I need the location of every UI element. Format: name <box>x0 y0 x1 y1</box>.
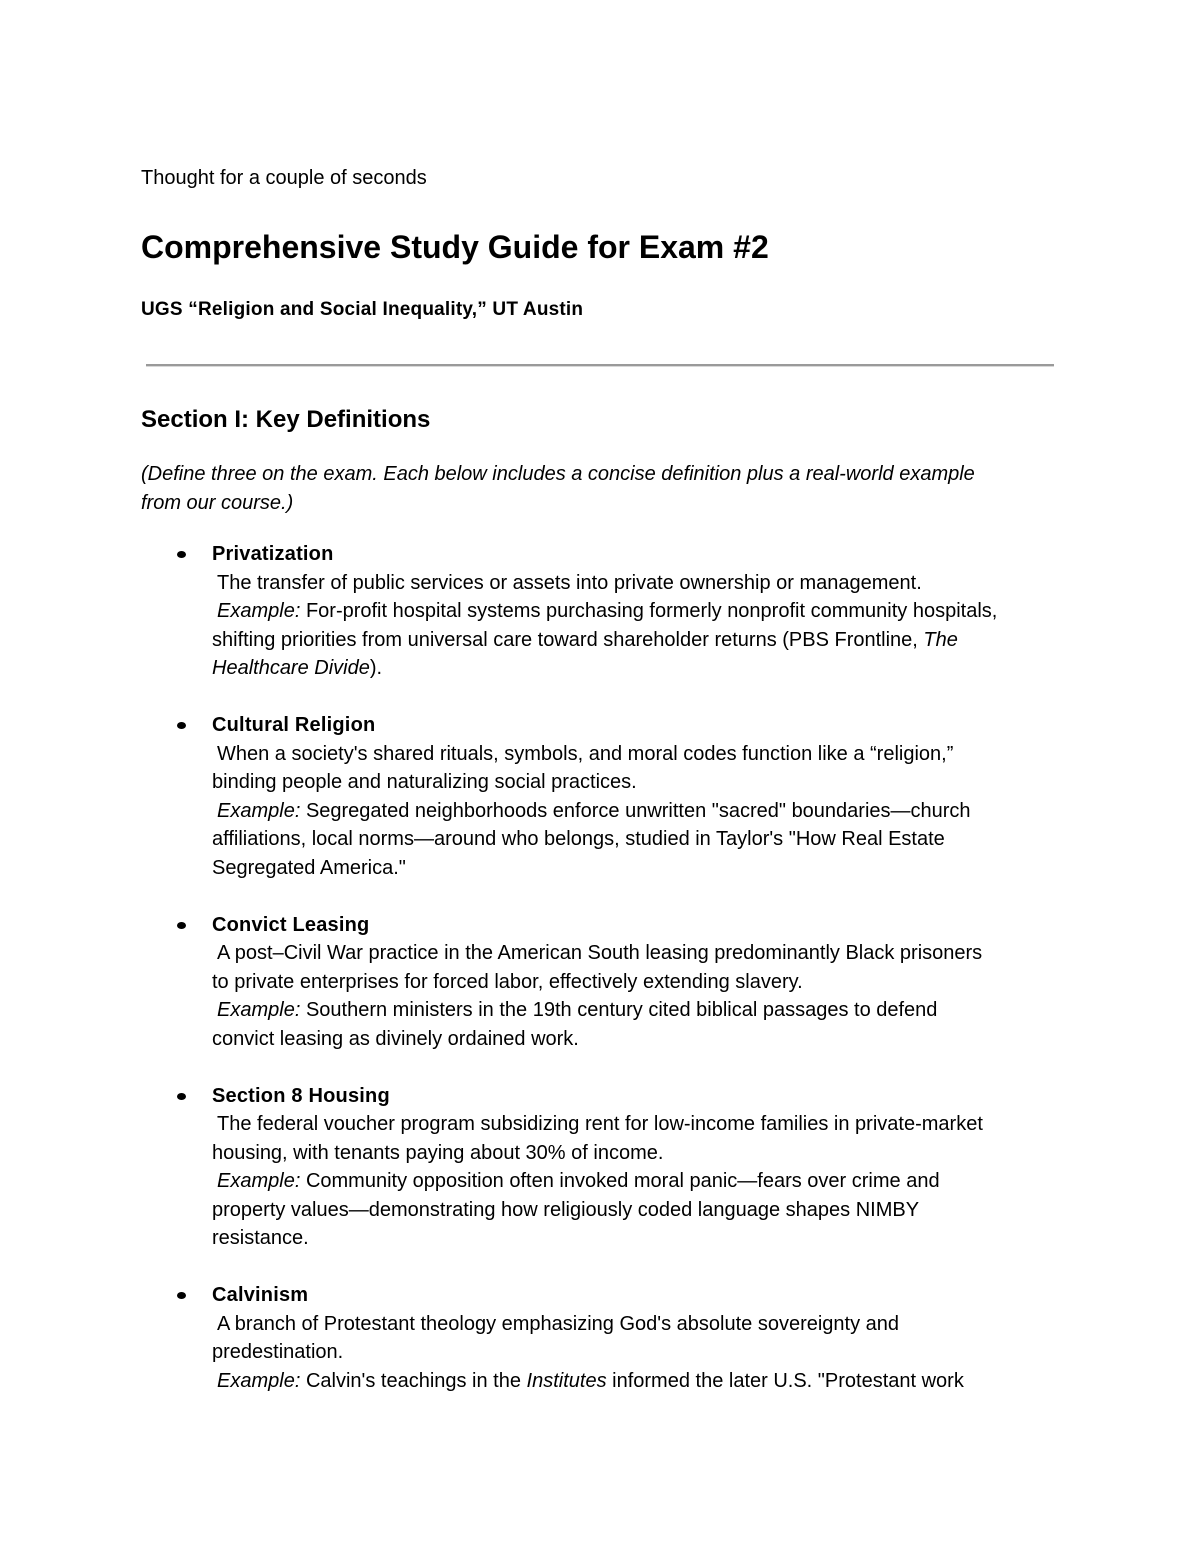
term-name: Calvinism <box>212 1284 309 1307</box>
term-example-continued: convict leasing as divinely ordained work. <box>212 1027 579 1050</box>
term-example: Example: For-profit hospital systems purchasing formerly nonprofit community hospitals, <box>217 600 998 623</box>
document-subtitle: UGS “Religion and Social Inequality,” UT Austin <box>141 299 584 320</box>
bullet-icon <box>177 922 186 929</box>
definition-item-calvinism <box>141 1281 1081 1395</box>
definition-item-privatization <box>141 540 1081 683</box>
document-title: Comprehensive Study Guide for Exam #2 <box>141 229 769 265</box>
term-name: Section 8 Housing <box>212 1084 390 1107</box>
term-definition: The federal voucher program subsidizing rent for low-income families in private-market <box>217 1113 983 1136</box>
bullet-icon <box>177 722 186 729</box>
horizontal-divider <box>146 364 1054 367</box>
example-label: Example: <box>217 1369 301 1392</box>
bullet-icon <box>177 551 186 558</box>
term-example: Example: Southern ministers in the 19th century cited biblical passages to defend <box>217 999 938 1022</box>
term-definition: When a society's shared rituals, symbols, and moral codes function like a “religion,” <box>217 742 954 765</box>
term-definition: A post–Civil War practice in the American South leasing predominantly Black prisoners <box>217 942 983 965</box>
term-example-continued: affiliations, local norms—around who belongs, studied in Taylor's "How Real Estate <box>212 828 945 851</box>
example-label: Example: <box>217 799 301 822</box>
bullet-icon <box>177 1292 186 1299</box>
term-definition: A branch of Protestant theology emphasizing God's absolute sovereignty and <box>217 1312 900 1335</box>
term-definition-continued: to private enterprises for forced labor, effectively extending slavery. <box>212 970 803 993</box>
term-definition-continued: predestination. <box>212 1341 344 1364</box>
term-name: Cultural Religion <box>212 713 376 736</box>
term-name: Privatization <box>212 543 334 565</box>
term-definition-continued: housing, with tenants paying about 30% of income. <box>212 1141 664 1164</box>
section-instructions <box>141 460 1071 518</box>
instructions-line: (Define three on the exam. Each below includes a concise definition plus a real-world example <box>141 463 975 485</box>
term-example-continued: property values—demonstrating how religiously coded language shapes NIMBY <box>212 1198 920 1221</box>
bullet-icon <box>177 1093 186 1100</box>
definitions-list <box>141 540 1081 1423</box>
term-name: Convict Leasing <box>212 913 370 936</box>
definition-item-convict-leasing <box>141 911 1081 1054</box>
term-definition: The transfer of public services or assets into private ownership or management. <box>217 571 922 594</box>
example-label: Example: <box>217 999 301 1022</box>
example-label: Example: <box>217 1170 301 1193</box>
term-example-continued: Segregated America." <box>212 856 406 879</box>
section-title: Section I: Key Definitions <box>141 406 431 433</box>
instructions-line: from our course.) <box>141 492 294 514</box>
term-example: Example: Community opposition often invoked moral panic—fears over crime and <box>217 1170 940 1193</box>
thought-status-line: Thought for a couple of seconds <box>141 167 427 189</box>
term-example: Example: Calvin's teachings in the Institutes informed the later U.S. "Protestant work <box>217 1369 964 1392</box>
term-definition-continued: binding people and naturalizing social practices. <box>212 771 637 794</box>
term-example-continued: shifting priorities from universal care toward shareholder returns (PBS Frontline, The <box>212 628 958 651</box>
term-example-continued: Healthcare Divide). <box>212 657 383 680</box>
term-example: Example: Segregated neighborhoods enforce unwritten "sacred" boundaries—church <box>217 799 971 822</box>
term-example-continued: resistance. <box>212 1227 309 1250</box>
definition-item-cultural-religion <box>141 711 1081 883</box>
example-label: Example: <box>217 600 301 623</box>
definition-item-section-8-housing <box>141 1082 1081 1254</box>
